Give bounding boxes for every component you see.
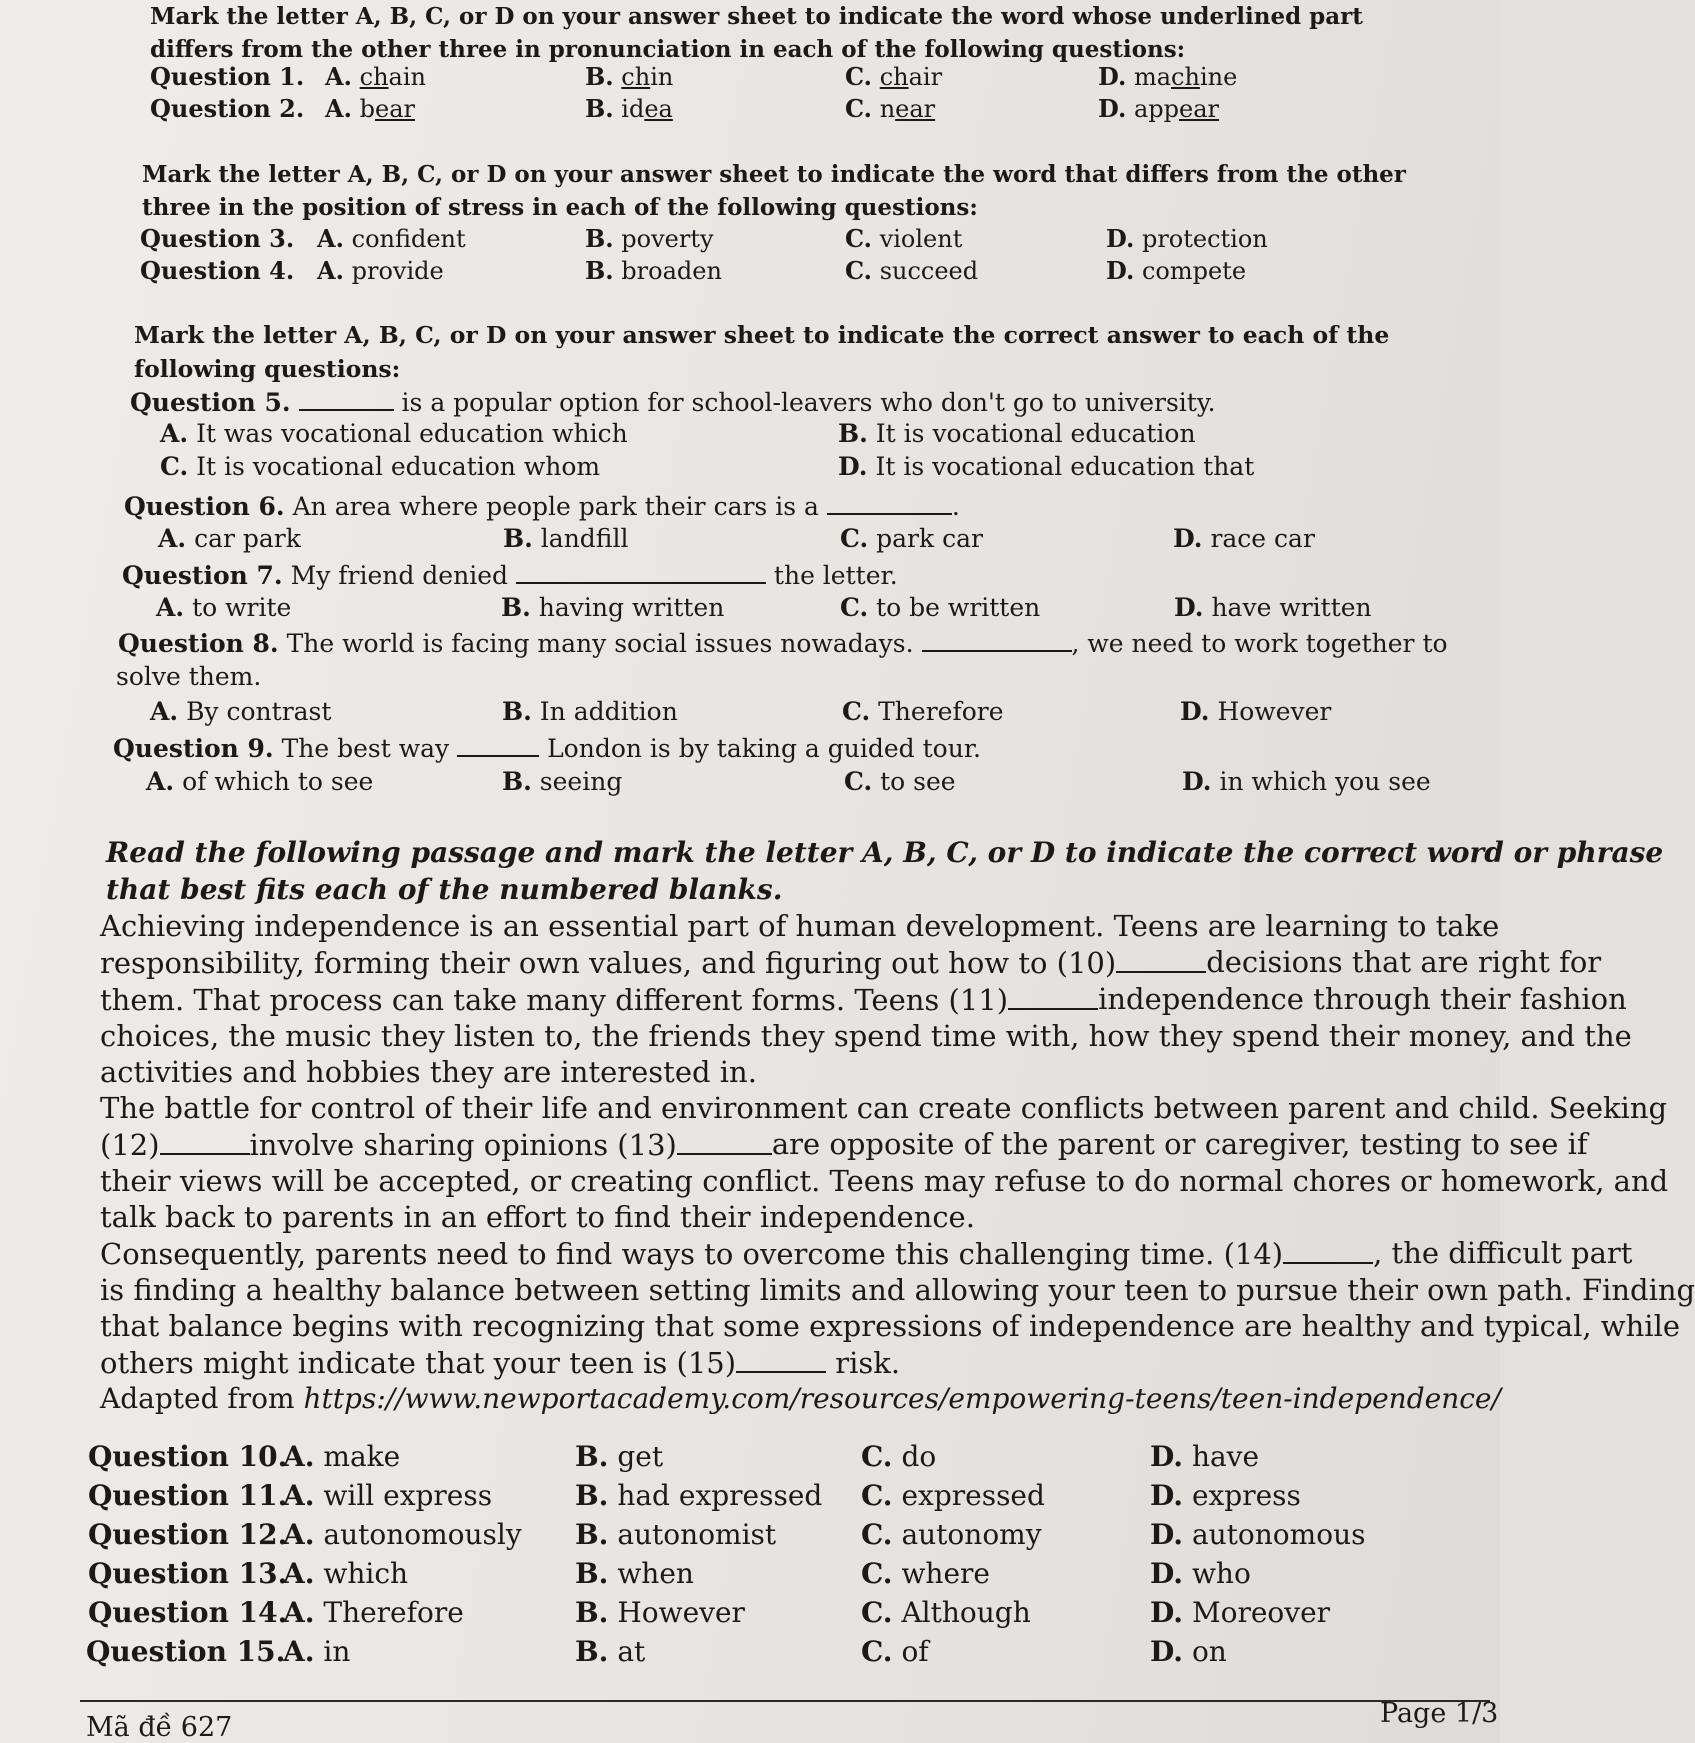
- passage-line-12: that balance begins with recognizing that some expressions of independence are healthy and typical, while: [100, 1309, 1681, 1343]
- question-10-option-b[interactable]: B. get: [575, 1440, 664, 1473]
- question-8-blank: [922, 627, 1072, 652]
- question-1: [150, 62, 1450, 94]
- passage-line-4: choices, the music they listen to, the friends they spend time with, how they spend their money, and the: [100, 1019, 1632, 1053]
- question-5-options-row-1: [160, 419, 1460, 451]
- question-10-option-c[interactable]: C. do: [861, 1440, 937, 1473]
- question-10-option-d[interactable]: D. have: [1150, 1440, 1260, 1473]
- question-6-options: [158, 524, 1478, 556]
- passage-line-6: The battle for control of their life and environment can create conflicts between parent and child. Seeking: [100, 1091, 1668, 1125]
- question-11-option-a[interactable]: A. will express: [283, 1479, 493, 1512]
- blank-12: [160, 1126, 250, 1155]
- section-1-instructions: [150, 0, 1363, 66]
- section-4-line-1: Read the following passage and mark the letter A, B, C, or D to indicate the correct word or phrase: [106, 836, 1664, 869]
- question-7-option-a[interactable]: A. to write: [156, 593, 292, 622]
- question-6-option-a[interactable]: A. car park: [158, 524, 301, 553]
- question-11-label: Question 11.: [88, 1479, 288, 1512]
- question-12-option-d[interactable]: D. autonomous: [1150, 1518, 1366, 1551]
- question-9-option-a[interactable]: A. of which to see: [146, 767, 374, 796]
- footer-divider: [80, 1700, 1490, 1702]
- question-4: [140, 256, 1440, 288]
- question-9-option-b[interactable]: B. seeing: [502, 767, 623, 796]
- question-7-blank: [516, 559, 766, 584]
- passage-line-10: Consequently, parents need to find ways to overcome this challenging time. (14) , the difficult part: [100, 1236, 1633, 1271]
- question-15-label: Question 15.: [86, 1635, 286, 1668]
- question-13-option-a[interactable]: A. which: [283, 1557, 409, 1590]
- question-10-option-a[interactable]: A. make: [283, 1440, 401, 1473]
- question-15-option-b[interactable]: B. at: [575, 1635, 646, 1668]
- question-6-option-d[interactable]: D. race car: [1173, 524, 1315, 553]
- page-number: Page 1/3: [1380, 1698, 1499, 1729]
- exam-code: Mã đề 627: [86, 1712, 233, 1743]
- question-8-option-a[interactable]: A. By contrast: [150, 697, 332, 726]
- question-7-stem: Question 7. My friend denied the letter.: [122, 561, 898, 590]
- blank-10: [1116, 944, 1206, 973]
- question-2-option-b[interactable]: B. idea: [585, 94, 673, 123]
- section-3-instructions: [134, 318, 1389, 386]
- question-15: [86, 1635, 1486, 1671]
- question-13-option-c[interactable]: C. where: [861, 1557, 990, 1590]
- question-8-options: [150, 697, 1480, 729]
- question-11: [88, 1479, 1488, 1515]
- question-13: [88, 1557, 1488, 1593]
- question-8-stem-continued: solve them.: [116, 662, 262, 691]
- question-10-label: Question 10.: [88, 1440, 288, 1473]
- blank-11: [1008, 981, 1098, 1010]
- question-10: [88, 1440, 1488, 1476]
- passage-line-3: them. That process can take many different forms. Teens (11) independence through their fashion: [100, 982, 1627, 1017]
- question-4-option-c[interactable]: C. succeed: [845, 256, 979, 285]
- question-12-option-c[interactable]: C. autonomy: [861, 1518, 1042, 1551]
- section-2-instructions: [142, 158, 1406, 224]
- question-15-option-d[interactable]: D. on: [1150, 1635, 1227, 1668]
- question-3-option-a[interactable]: A. confident: [317, 224, 466, 253]
- passage: [100, 908, 1695, 1417]
- section-2-line-2: three in the position of stress in each of the following questions:: [142, 194, 978, 221]
- question-12-option-a[interactable]: A. autonomously: [283, 1518, 522, 1551]
- passage-line-11: is finding a healthy balance between setting limits and allowing your teen to pursue their own path. Finding: [100, 1273, 1695, 1307]
- question-1-label: Question 1.: [150, 62, 305, 91]
- question-12: [88, 1518, 1488, 1554]
- passage-line-2: responsibility, forming their own values, and figuring out how to (10) decisions that are right for: [100, 945, 1602, 980]
- blank-14: [1283, 1235, 1373, 1264]
- question-2-option-a[interactable]: A. bear: [325, 94, 415, 123]
- question-13-option-d[interactable]: D. who: [1150, 1557, 1251, 1590]
- question-2-option-d[interactable]: D. appear: [1098, 94, 1219, 123]
- question-3-option-b[interactable]: B. poverty: [585, 224, 714, 253]
- question-8-option-d[interactable]: D. However: [1180, 697, 1332, 726]
- question-9-blank: [457, 732, 539, 757]
- passage-source: Adapted from https://www.newportacademy.com/resources/empowering-teens/teen-independence/: [100, 1382, 1501, 1415]
- question-2-label: Question 2.: [150, 94, 305, 123]
- question-14: [88, 1596, 1488, 1632]
- question-5-stem: Question 5. is a popular option for school-leavers who don't go to university.: [130, 388, 1216, 417]
- question-14-option-d[interactable]: D. Moreover: [1150, 1596, 1331, 1629]
- question-4-option-b[interactable]: B. broaden: [585, 256, 722, 285]
- passage-line-8: their views will be accepted, or creating conflict. Teens may refuse to do normal chores or homework, and: [100, 1164, 1669, 1198]
- question-5-option-d[interactable]: D. It is vocational education that: [838, 452, 1255, 481]
- passage-line-5: activities and hobbies they are interested in.: [100, 1055, 757, 1089]
- question-3: [140, 224, 1440, 256]
- question-9-stem: Question 9. The best way London is by taking a guided tour.: [113, 734, 981, 763]
- question-5-options-row-2: [160, 452, 1460, 484]
- question-11-option-c[interactable]: C. expressed: [861, 1479, 1045, 1512]
- question-14-option-b[interactable]: B. However: [575, 1596, 745, 1629]
- question-14-label: Question 14.: [88, 1596, 288, 1629]
- question-3-label: Question 3.: [140, 224, 295, 253]
- question-12-option-b[interactable]: B. autonomist: [575, 1518, 777, 1551]
- question-1-option-a[interactable]: A. chain: [325, 62, 426, 91]
- question-8-option-b[interactable]: B. In addition: [502, 697, 678, 726]
- question-9-options: [146, 767, 1486, 799]
- passage-line-7: (12) involve sharing opinions (13) are opposite of the parent or caregiver, testing to see if: [100, 1127, 1588, 1162]
- blank-15: [736, 1344, 826, 1373]
- question-1-option-c[interactable]: C. chair: [845, 62, 943, 91]
- question-7-option-b[interactable]: B. having written: [501, 593, 725, 622]
- question-2-option-c[interactable]: C. near: [845, 94, 936, 123]
- question-4-option-d[interactable]: D. compete: [1106, 256, 1247, 285]
- question-2: [150, 94, 1450, 126]
- passage-line-13: others might indicate that your teen is (15) risk.: [100, 1346, 901, 1380]
- section-4-instructions: [106, 834, 1663, 908]
- source-url[interactable]: https://www.newportacademy.com/resources/empowering-teens/teen-independence/: [303, 1382, 1501, 1415]
- question-4-label: Question 4.: [140, 256, 295, 285]
- question-6-option-b[interactable]: B. landfill: [503, 524, 629, 553]
- question-8-option-c[interactable]: C. Therefore: [842, 697, 1004, 726]
- question-13-option-b[interactable]: B. when: [575, 1557, 694, 1590]
- question-5-option-c[interactable]: C. It is vocational education whom: [160, 452, 601, 481]
- section-1-line-1: Mark the letter A, B, C, or D on your answer sheet to indicate the word whose underlined part: [150, 3, 1363, 30]
- question-1-option-d[interactable]: D. machine: [1098, 62, 1238, 91]
- question-5-option-a[interactable]: A. It was vocational education which: [160, 419, 628, 448]
- question-13-label: Question 13.: [88, 1557, 288, 1590]
- question-15-option-a[interactable]: A. in: [283, 1635, 351, 1668]
- question-12-label: Question 12.: [88, 1518, 288, 1551]
- blank-13: [677, 1126, 772, 1155]
- question-7-option-c[interactable]: C. to be written: [840, 593, 1041, 622]
- question-1-option-b[interactable]: B. chin: [585, 62, 674, 91]
- question-15-option-c[interactable]: C. of: [861, 1635, 929, 1668]
- question-11-option-b[interactable]: B. had expressed: [575, 1479, 823, 1512]
- question-14-option-c[interactable]: C. Although: [861, 1596, 1031, 1629]
- question-4-option-a[interactable]: A. provide: [317, 256, 444, 285]
- question-7-option-d[interactable]: D. have written: [1174, 593, 1372, 622]
- question-9-option-d[interactable]: D. in which you see: [1182, 767, 1431, 796]
- question-5-option-b[interactable]: B. It is vocational education: [838, 419, 1196, 448]
- question-9-option-c[interactable]: C. to see: [844, 767, 956, 796]
- question-8-stem: Question 8. The world is facing many social issues nowadays. , we need to work together to: [118, 629, 1448, 658]
- passage-line-9: talk back to parents in an effort to find their independence.: [100, 1200, 975, 1234]
- question-3-option-d[interactable]: D. protection: [1106, 224, 1268, 253]
- section-4-line-2: that best fits each of the numbered blanks.: [106, 873, 783, 906]
- section-1-line-2: differs from the other three in pronunciation in each of the following questions:: [150, 36, 1186, 63]
- question-7-options: [156, 593, 1476, 625]
- question-11-option-d[interactable]: D. express: [1150, 1479, 1301, 1512]
- section-2-line-1: Mark the letter A, B, C, or D on your answer sheet to indicate the word that differs from the other: [142, 161, 1406, 188]
- question-3-option-c[interactable]: C. violent: [845, 224, 963, 253]
- question-6-option-c[interactable]: C. park car: [840, 524, 983, 553]
- question-14-option-a[interactable]: A. Therefore: [283, 1596, 464, 1629]
- question-6-stem: Question 6. An area where people park their cars is a .: [124, 492, 960, 521]
- section-3-line-2: following questions:: [134, 355, 401, 383]
- passage-line-1: Achieving independence is an essential part of human development. Teens are learning to take: [100, 909, 1500, 943]
- question-6-blank: [827, 490, 952, 515]
- section-3-line-1: Mark the letter A, B, C, or D on your answer sheet to indicate the correct answer to each of the: [134, 321, 1390, 349]
- question-5-blank: [299, 386, 394, 411]
